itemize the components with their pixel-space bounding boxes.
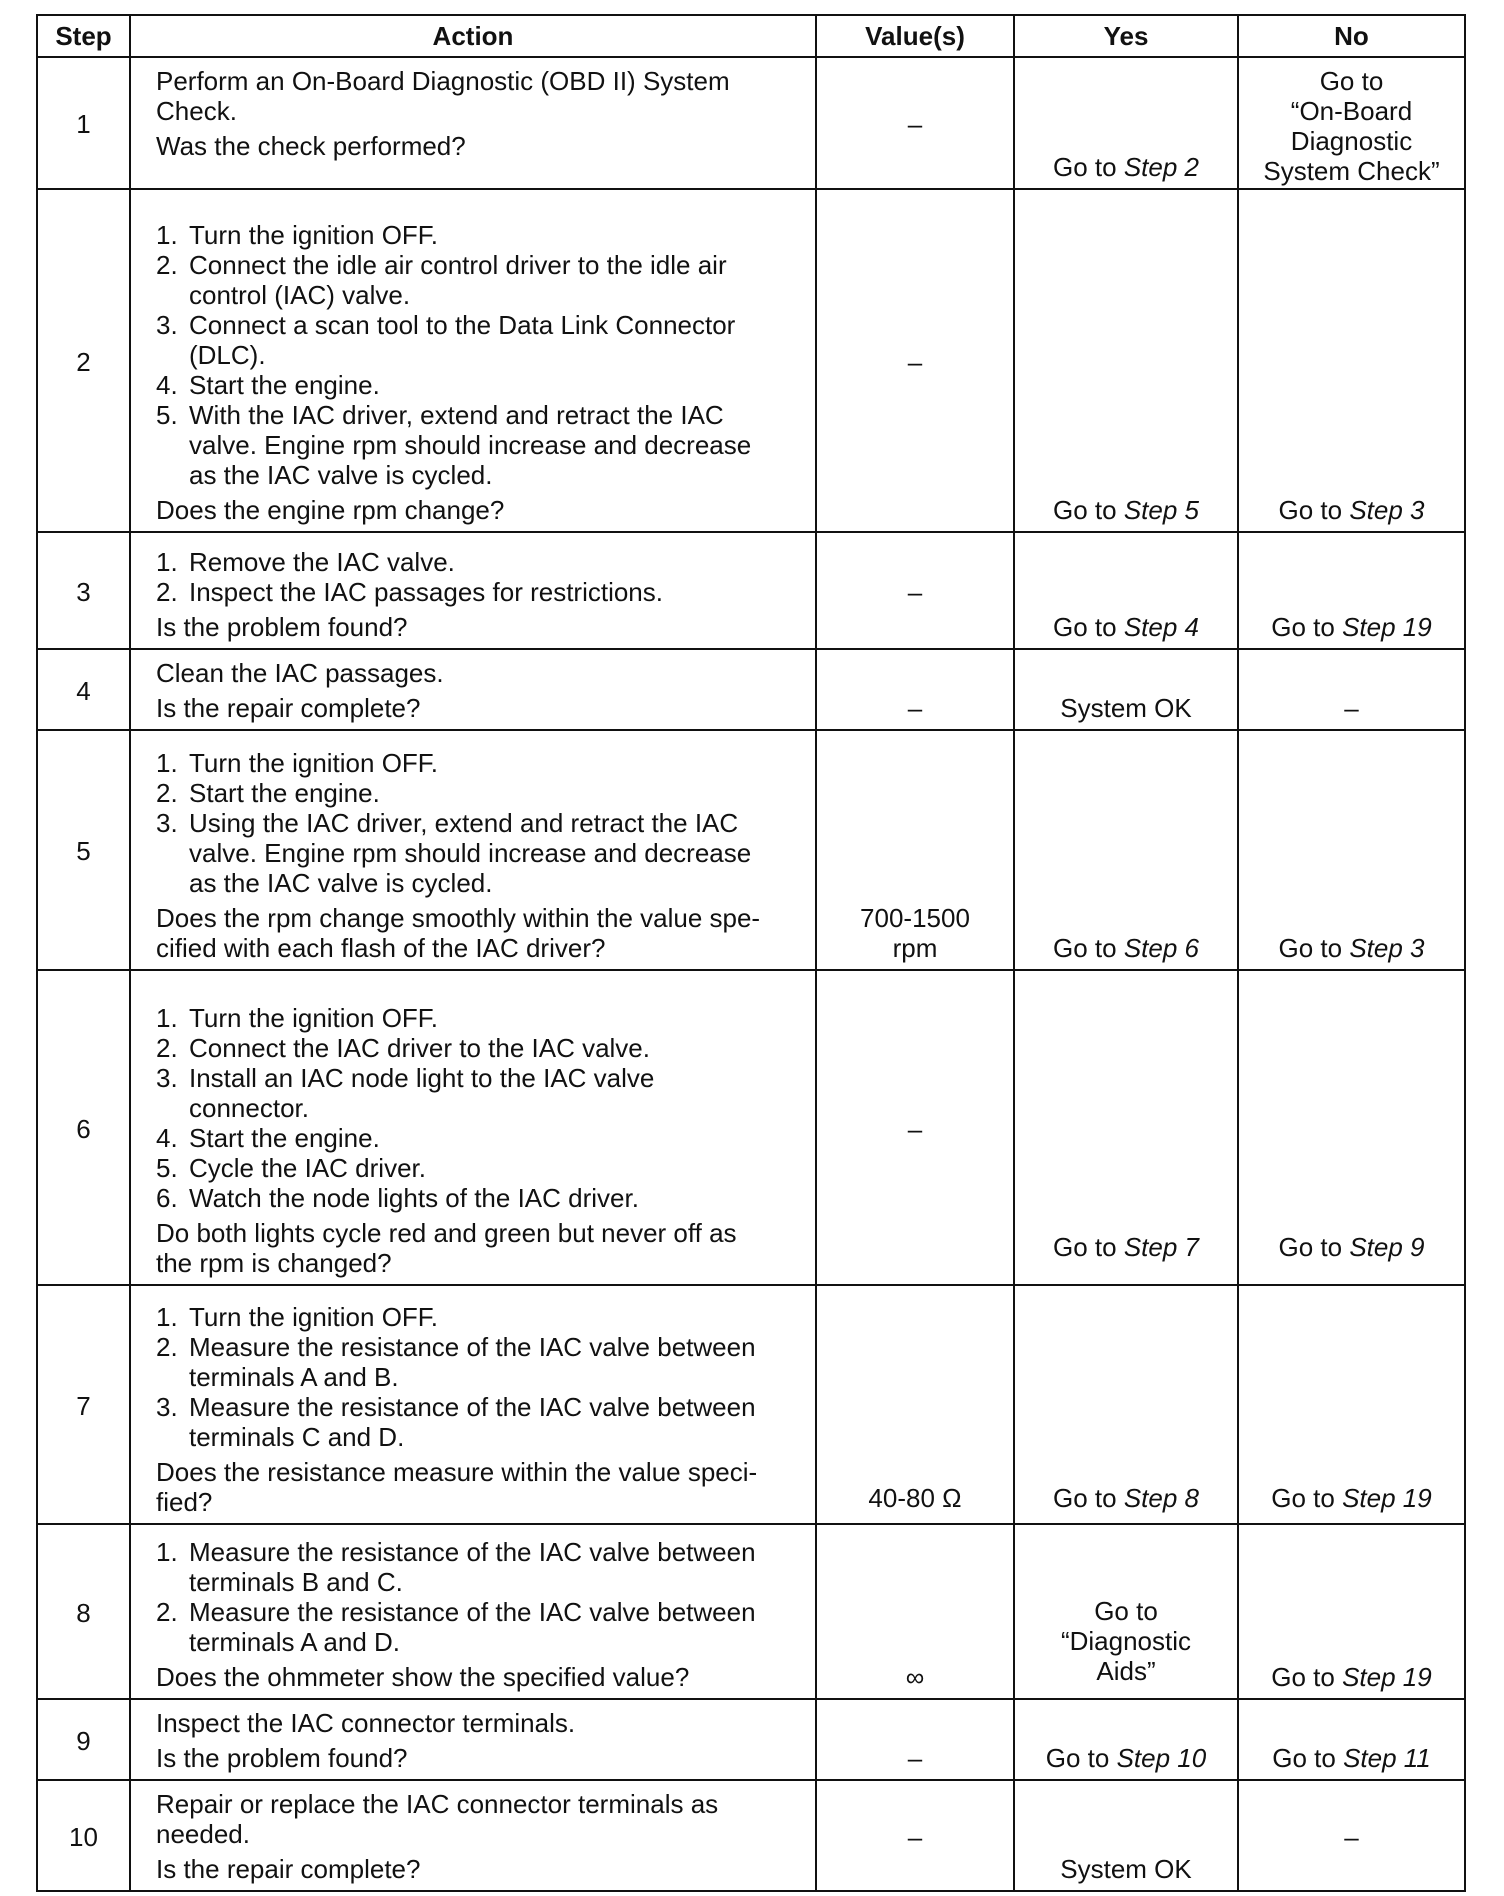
yes-step-link[interactable]: Step 6	[1123, 933, 1199, 963]
action-item: 1. Turn the ignition OFF.	[156, 748, 439, 778]
step-number: 10	[37, 1780, 130, 1891]
header-values: Value(s)	[816, 15, 1014, 57]
action-text: needed.	[156, 1819, 250, 1849]
step-row	[37, 1524, 1465, 1699]
diagnostic-table	[36, 14, 1466, 1892]
no-step-link[interactable]: Step 19	[1342, 1662, 1432, 1692]
yes-cell: Go to Step 5	[1014, 189, 1238, 532]
no-text: Go to	[1319, 66, 1384, 96]
no-cell: Go to Step 19	[1238, 1524, 1465, 1699]
no-cell: Go to Step 11	[1238, 1699, 1465, 1780]
action-item: 2. Inspect the IAC passages for restrictions.	[156, 577, 663, 607]
step-number: 8	[37, 1524, 130, 1699]
no-cell: Go to Step 3	[1238, 189, 1465, 532]
action-item: 1. Turn the ignition OFF.	[156, 1302, 439, 1332]
action-item: 1. Turn the ignition OFF.	[156, 220, 439, 250]
no-text[interactable]: Diagnostic	[1290, 126, 1413, 156]
step-number: 2	[37, 189, 130, 532]
action-item: 1. Measure the resistance of the IAC valve between terminals B and C.	[156, 1537, 756, 1597]
action-cell	[130, 970, 816, 1285]
yes-step-link[interactable]: Step 7	[1123, 1232, 1199, 1262]
action-item: 2. Start the engine.	[156, 778, 380, 808]
header-no: No	[1238, 15, 1465, 57]
yes-prefix: Go to	[1053, 152, 1124, 182]
action-item: 4. Start the engine.	[156, 370, 380, 400]
no-cell: Go to Step 3	[1238, 730, 1465, 970]
action-question: Do both lights cycle red and green but never off as the rpm is changed?	[156, 1218, 737, 1278]
action-cell	[130, 1780, 816, 1891]
step-row	[37, 1285, 1465, 1524]
action-cell	[130, 189, 816, 532]
action-item: 3. Using the IAC driver, extend and retract the IAC valve. Engine rpm should increase and decrease as the IAC valve is cycled.	[156, 808, 752, 898]
action-cell	[130, 57, 816, 189]
action-item: 3. Measure the resistance of the IAC valve between terminals C and D.	[156, 1392, 756, 1452]
value-cell: –	[816, 532, 1014, 649]
no-text[interactable]: “On-Board	[1290, 96, 1413, 126]
action-question: Does the rpm change smoothly within the value spe- cified with each flash of the IAC driver?	[156, 903, 761, 963]
header-yes: Yes	[1014, 15, 1238, 57]
no-step-link[interactable]: Step 11	[1343, 1743, 1431, 1773]
action-item: 6. Watch the node lights of the IAC driver.	[156, 1183, 639, 1213]
action-question: Was the check performed?	[156, 131, 466, 161]
no-step-link[interactable]: Step 9	[1349, 1232, 1425, 1262]
no-step-link[interactable]: Step 19	[1342, 612, 1432, 642]
no-cell: –	[1238, 649, 1465, 730]
action-text: Check.	[156, 96, 237, 126]
yes-cell: Go to Step 4	[1014, 532, 1238, 649]
no-cell: Go to Step 19	[1238, 532, 1465, 649]
action-item: 1. Remove the IAC valve.	[156, 547, 455, 577]
header-row	[37, 15, 1465, 57]
no-step-link[interactable]: Step 19	[1342, 1483, 1432, 1513]
action-item: 3. Connect a scan tool to the Data Link Connector (DLC).	[156, 310, 736, 370]
value-cell: ∞	[816, 1524, 1014, 1699]
yes-step-link[interactable]: Step 10	[1116, 1743, 1207, 1773]
step-number: 9	[37, 1699, 130, 1780]
action-question: Does the resistance measure within the value speci- fied?	[156, 1457, 758, 1517]
no-cell: Go to Step 9	[1238, 970, 1465, 1285]
action-question: Is the problem found?	[156, 1743, 408, 1773]
yes-step-link[interactable]: “Diagnostic	[1060, 1626, 1192, 1656]
step-row	[37, 57, 1465, 189]
action-question: Is the problem found?	[156, 612, 408, 642]
yes-cell	[1014, 57, 1238, 189]
step-number: 6	[37, 970, 130, 1285]
action-question: Is the repair complete?	[156, 1854, 421, 1884]
action-question: Is the repair complete?	[156, 693, 421, 723]
header-step: Step	[37, 15, 130, 57]
value-cell: –	[816, 649, 1014, 730]
action-item: 5. Cycle the IAC driver.	[156, 1153, 426, 1183]
step-row	[37, 1699, 1465, 1780]
value-cell: –	[816, 57, 1014, 189]
action-cell	[130, 730, 816, 970]
action-text: Repair or replace the IAC connector terminals as	[156, 1789, 719, 1819]
value-cell: 700-1500 rpm	[816, 730, 1014, 970]
action-question: Does the engine rpm change?	[156, 495, 505, 525]
step-row	[37, 1780, 1465, 1891]
step-row	[37, 189, 1465, 532]
action-cell	[130, 532, 816, 649]
no-text[interactable]: System Check”	[1263, 156, 1440, 186]
yes-step-link[interactable]: Step 8	[1123, 1483, 1199, 1513]
no-step-link[interactable]: Step 3	[1349, 933, 1425, 963]
action-text: Clean the IAC passages.	[156, 658, 444, 688]
action-item: 2. Measure the resistance of the IAC valve between terminals A and D.	[156, 1597, 756, 1657]
yes-step-link[interactable]: Step 2	[1123, 152, 1199, 182]
yes-cell: Go to Step 6	[1014, 730, 1238, 970]
action-item: 1. Turn the ignition OFF.	[156, 1003, 439, 1033]
step-number: 4	[37, 649, 130, 730]
step-row	[37, 649, 1465, 730]
yes-cell: Go to Step 7	[1014, 970, 1238, 1285]
yes-cell: System OK	[1014, 649, 1238, 730]
action-item: 3. Install an IAC node light to the IAC valve connector.	[156, 1063, 655, 1123]
action-item: 4. Start the engine.	[156, 1123, 380, 1153]
action-cell	[130, 649, 816, 730]
yes-cell: Go to Step 8	[1014, 1285, 1238, 1524]
action-cell	[130, 1285, 816, 1524]
no-step-link[interactable]: Step 3	[1349, 495, 1425, 525]
step-number: 1	[37, 57, 130, 189]
value-cell: –	[816, 970, 1014, 1285]
header-action: Action	[130, 15, 816, 57]
action-cell	[130, 1699, 816, 1780]
no-cell	[1238, 57, 1465, 189]
action-question: Does the ohmmeter show the specified value?	[156, 1662, 690, 1692]
action-cell	[130, 1524, 816, 1699]
no-cell: –	[1238, 1780, 1465, 1891]
step-number: 5	[37, 730, 130, 970]
action-text: Inspect the IAC connector terminals.	[156, 1708, 576, 1738]
value-cell: –	[816, 1780, 1014, 1891]
action-text: Perform an On-Board Diagnostic (OBD II) System	[156, 66, 730, 96]
value-cell: –	[816, 189, 1014, 532]
action-item: 2. Measure the resistance of the IAC valve between terminals A and B.	[156, 1332, 756, 1392]
value-cell: 40-80 Ω	[816, 1285, 1014, 1524]
yes-cell: System OK	[1014, 1780, 1238, 1891]
action-item: 5. With the IAC driver, extend and retract the IAC valve. Engine rpm should increase and decrease as the IAC valve is cycled.	[156, 400, 752, 490]
action-item: 2. Connect the IAC driver to the IAC valve.	[156, 1033, 650, 1063]
step-number: 3	[37, 532, 130, 649]
yes-cell: Go to Step 10	[1014, 1699, 1238, 1780]
step-row	[37, 532, 1465, 649]
value-cell: –	[816, 1699, 1014, 1780]
step-row	[37, 730, 1465, 970]
action-item: 2. Connect the idle air control driver to the idle air control (IAC) valve.	[156, 250, 727, 310]
step-number: 7	[37, 1285, 130, 1524]
step-row	[37, 970, 1465, 1285]
yes-step-link[interactable]: Step 4	[1123, 612, 1199, 642]
yes-step-link[interactable]: Step 5	[1123, 495, 1199, 525]
yes-cell: Go to “Diagnostic Aids”	[1014, 1524, 1238, 1699]
no-cell: Go to Step 19	[1238, 1285, 1465, 1524]
yes-step-link[interactable]: Aids”	[1096, 1656, 1156, 1686]
